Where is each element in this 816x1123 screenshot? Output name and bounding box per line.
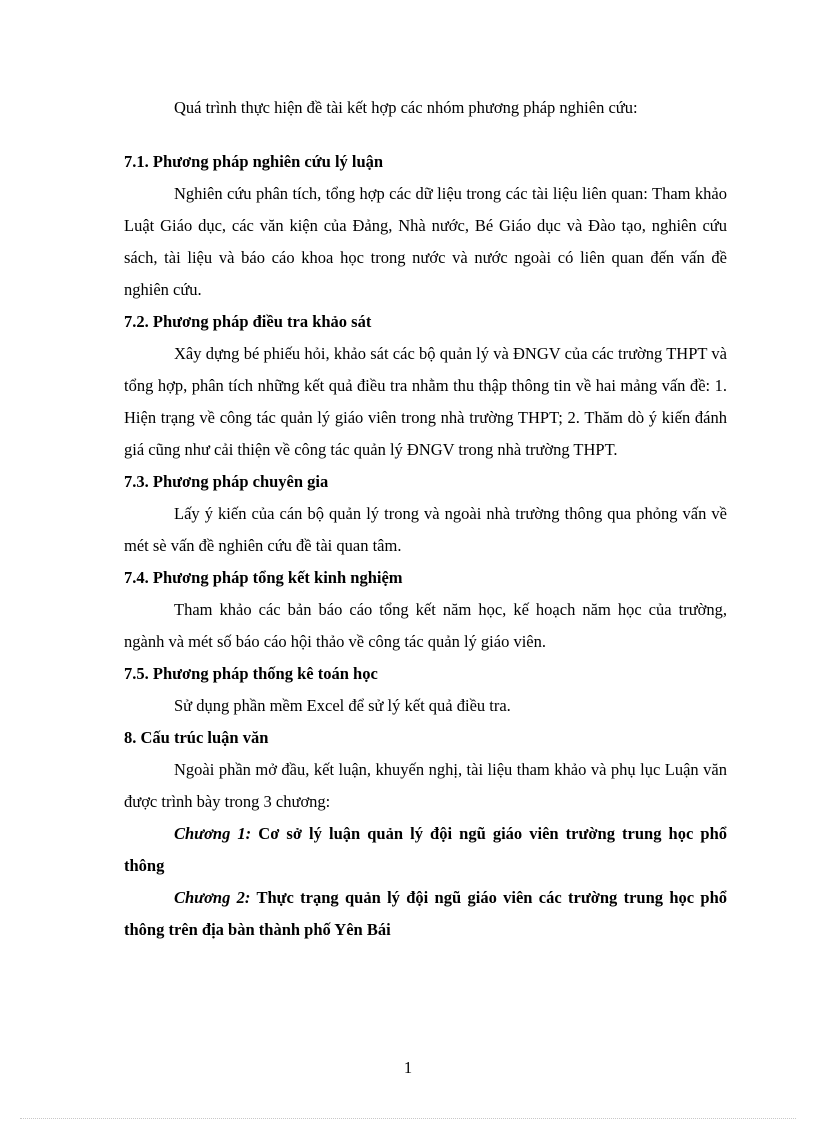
section-heading: 7.3. Phương pháp chuyên gia — [124, 472, 329, 491]
section-body: Nghiên cứu phân tích, tổng hợp các dữ liệu trong các tài liệu liên quan: Tham khảo Luật Giáo dục, các văn kiện của Đảng, Nhà nước, Bé Giáo dục và Đào tạo, nghiên cứu sách, tài liệu và báo cáo khoa học trong nước và nước ngoài có liên quan đến vấn đề nghiên cứu. — [124, 184, 727, 299]
chapter-title: Cơ sở lý luận quản lý đội ngũ giáo viên trường trung học phổ thông — [124, 824, 727, 875]
section-heading: 7.4. Phương pháp tổng kết kinh nghiệm — [124, 568, 403, 587]
section-7-3 — [124, 466, 727, 562]
page-divider — [20, 1118, 796, 1119]
section-body: Sử dụng phần mềm Excel để sử lý kết quả điều tra. — [174, 696, 511, 715]
section-heading: 8. Cấu trúc luận văn — [124, 728, 269, 747]
chapter-label: Chương 2: — [174, 888, 251, 907]
section-body: Tham khảo các bản báo cáo tổng kết năm học, kế hoạch năm học của trường, ngành và mét số báo cáo hội thảo về công tác quản lý giáo viên. — [124, 600, 727, 651]
page-number: 1 — [403, 1058, 413, 1077]
section-8 — [124, 722, 727, 818]
intro-paragraph: Quá trình thực hiện đề tài kết hợp các nhóm phương pháp nghiên cứu: — [174, 98, 638, 117]
section-heading: 7.2. Phương pháp điều tra khảo sát — [124, 312, 372, 331]
chapter-label: Chương 1: — [174, 824, 252, 843]
chapter-2 — [124, 882, 727, 946]
section-7-4 — [124, 562, 727, 658]
section-body: Lấy ý kiến của cán bộ quản lý trong và ngoài nhà trường thông qua phỏng vấn về mét sè vấn đề nghiên cứu đề tài quan tâm. — [124, 504, 727, 555]
section-body: Xây dựng bé phiếu hỏi, khảo sát các bộ quản lý và ĐNGV của các trường THPT và tổng hợp, phân tích những kết quả điều tra nhằm thu thập thông tin về hai mảng vấn đề: 1. Hiện trạng về công tác quản lý giáo viên trong nhà trường THPT; 2. Thăm dò ý kiến đánh giá cũng như cải thiện về công tác quản lý ĐNGV trong nhà trường THPT. — [124, 344, 727, 459]
section-7-1 — [124, 146, 727, 306]
section-heading: 7.1. Phương pháp nghiên cứu lý luận — [124, 152, 384, 171]
section-heading: 7.5. Phương pháp thống kê toán học — [124, 664, 378, 683]
section-7-2 — [124, 306, 727, 466]
section-7-5 — [124, 658, 727, 722]
section-body: Ngoài phần mở đầu, kết luận, khuyến nghị, tài liệu tham khảo và phụ lục Luận văn được trình bày trong 3 chương: — [124, 760, 727, 811]
document-page — [124, 92, 727, 946]
chapter-title: Thực trạng quản lý đội ngũ giáo viên các trường trung học phổ thông trên địa bàn thành phố Yên Bái — [124, 888, 728, 939]
chapter-1 — [124, 818, 727, 882]
